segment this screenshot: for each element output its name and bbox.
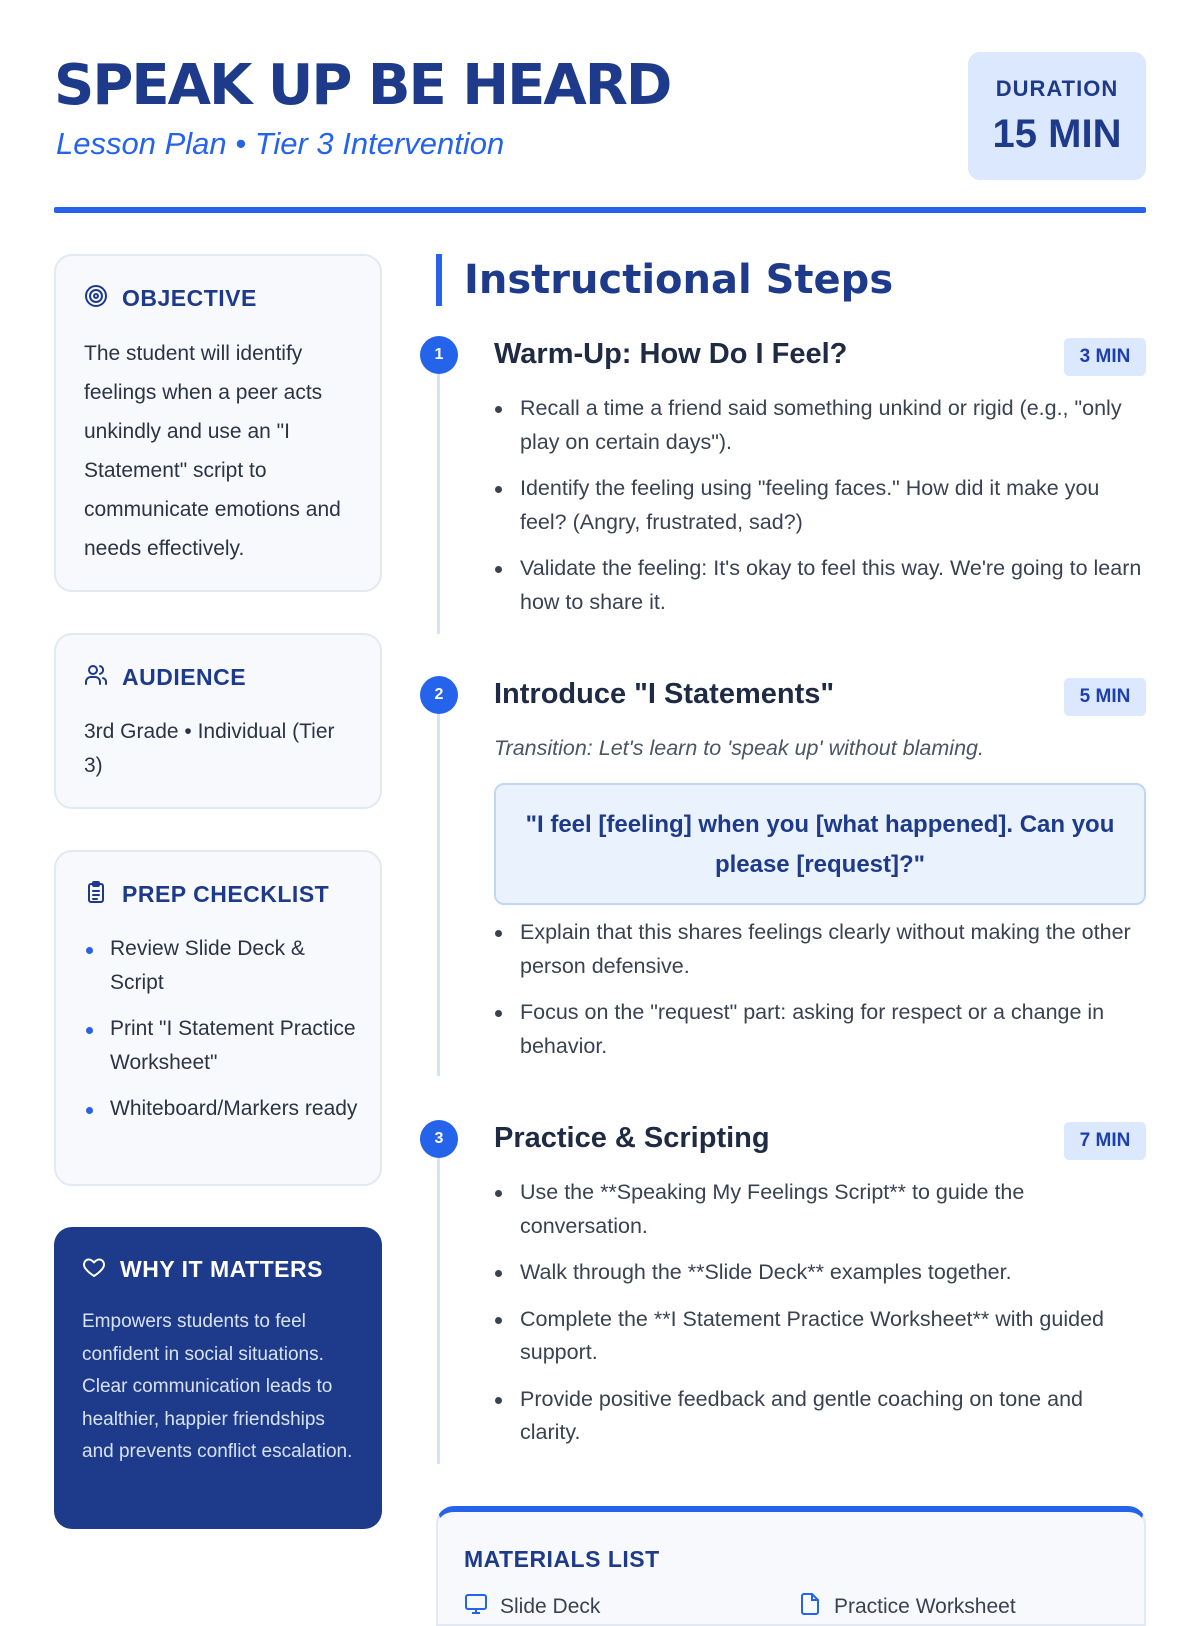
list-item: Recall a time a friend said something unkind or rigid (e.g., "only play on certain days"). bbox=[494, 392, 1146, 459]
list-item: Focus on the "request" part: asking for respect or a change in behavior. bbox=[494, 996, 1146, 1063]
list-item: Walk through the **Slide Deck** examples together. bbox=[494, 1256, 1146, 1290]
heart-icon bbox=[82, 1255, 106, 1284]
objective-text: The student will identify feelings when a peer acts unkindly and use an "I Statement" script to communicate emotions and needs effectively. bbox=[84, 342, 341, 560]
step-2-transition: Transition: Let's learn to 'speak up' without blaming. bbox=[494, 736, 984, 760]
step-duration-badge-3: 7 MIN bbox=[1064, 1122, 1146, 1160]
prep-item: Review Slide Deck & Script bbox=[84, 932, 360, 1000]
steps-section-title: Instructional Steps bbox=[464, 257, 894, 303]
material-item bbox=[798, 1592, 1016, 1622]
step-1-bullets bbox=[494, 392, 1146, 632]
why-text: Empowers students to feel confident in social situations. Clear communication leads to healthier, happier friendships and prevents conflict escalation. bbox=[82, 1311, 353, 1462]
duration-value: 15 MIN bbox=[992, 112, 1122, 156]
target-icon bbox=[84, 284, 108, 313]
timeline-line bbox=[437, 354, 440, 634]
materials-card bbox=[436, 1506, 1146, 1626]
list-item: Identify the feeling using "feeling faces." How did it make you feel? (Angry, frustrated, sad?) bbox=[494, 472, 1146, 539]
audience-card bbox=[54, 633, 382, 809]
list-item: Complete the **I Statement Practice Worksheet** with guided support. bbox=[494, 1303, 1146, 1370]
step-number-2: 2 bbox=[420, 676, 458, 714]
objective-card bbox=[54, 254, 382, 592]
page-subtitle: Lesson Plan • Tier 3 Intervention bbox=[56, 126, 505, 161]
lesson-header bbox=[54, 52, 1146, 180]
step-number-1: 1 bbox=[420, 336, 458, 374]
clipboard-icon bbox=[84, 880, 108, 909]
step-duration-badge-2: 5 MIN bbox=[1064, 678, 1146, 716]
material-label: Practice Worksheet bbox=[834, 1595, 1016, 1618]
step-2-bullets bbox=[494, 916, 1146, 1076]
material-label: Slide Deck bbox=[500, 1595, 601, 1618]
list-item: Use the **Speaking My Feelings Script** to guide the conversation. bbox=[494, 1176, 1146, 1243]
section-accent-bar bbox=[436, 254, 442, 306]
users-icon bbox=[84, 663, 108, 692]
list-item: Provide positive feedback and gentle coaching on tone and clarity. bbox=[494, 1383, 1146, 1450]
audience-text: 3rd Grade • Individual (Tier 3) bbox=[84, 720, 335, 777]
timeline-line bbox=[437, 694, 440, 1076]
why-title: WHY IT MATTERS bbox=[120, 1256, 323, 1282]
duration-box bbox=[968, 52, 1146, 180]
header-divider bbox=[54, 207, 1146, 213]
objective-title: OBJECTIVE bbox=[122, 285, 257, 311]
prep-list bbox=[84, 932, 360, 1138]
timeline-line bbox=[437, 1138, 440, 1464]
step-title-1: Warm-Up: How Do I Feel? bbox=[494, 338, 848, 370]
slides-icon bbox=[464, 1592, 488, 1622]
prep-title: PREP CHECKLIST bbox=[122, 881, 330, 907]
step-duration-badge-1: 3 MIN bbox=[1064, 338, 1146, 376]
page-title: SPEAK UP BE HEARD bbox=[54, 53, 671, 118]
material-item bbox=[464, 1592, 600, 1622]
why-it-matters-card bbox=[54, 1227, 382, 1529]
audience-title: AUDIENCE bbox=[122, 664, 247, 690]
i-statement-script: "I feel [feeling] when you [what happened]. Can you please [request]?" bbox=[494, 783, 1146, 905]
materials-title: MATERIALS LIST bbox=[464, 1546, 660, 1572]
step-3-bullets bbox=[494, 1176, 1146, 1463]
step-title-2: Introduce "I Statements" bbox=[494, 678, 835, 710]
prep-checklist-card bbox=[54, 850, 382, 1186]
list-item: Validate the feeling: It's okay to feel this way. We're going to learn how to share it. bbox=[494, 552, 1146, 619]
prep-item: Whiteboard/Markers ready bbox=[84, 1092, 360, 1126]
step-number-3: 3 bbox=[420, 1120, 458, 1158]
step-title-3: Practice & Scripting bbox=[494, 1122, 770, 1154]
duration-label: DURATION bbox=[995, 76, 1119, 101]
prep-item: Print "I Statement Practice Worksheet" bbox=[84, 1012, 360, 1080]
document-icon bbox=[798, 1592, 822, 1622]
list-item: Explain that this shares feelings clearly without making the other person defensive. bbox=[494, 916, 1146, 983]
